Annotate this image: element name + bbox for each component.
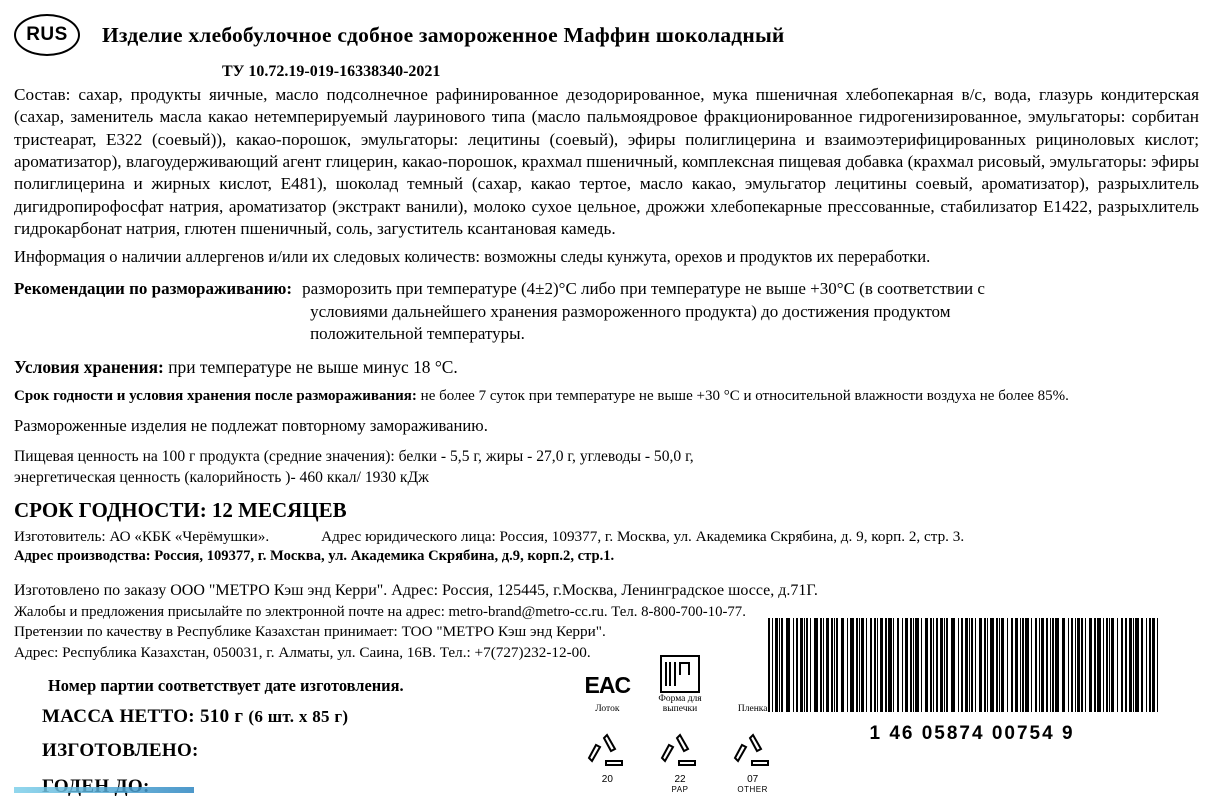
country-badge: RUS [14, 14, 80, 56]
shelf-life: СРОК ГОДНОСТИ: 12 МЕСЯЦЕВ [14, 497, 347, 522]
shelf-after-defrost [14, 388, 1199, 405]
composition-text: Состав: сахар, продукты яичные, масло подсолнечное рафинированное дезодорированное, мука пшеничная хлебопекарная в/с, вода, глазурь кондитерская (сахар, заменитель масла какао нетемперируемый лауринового типа (масло пальмоядровое фракционированное гидрогенизированное, эмульгаторы: сорбитан тристеарат, Е322 (соевый)), какао-порошок, эмульгаторы: лецитины (соевый), эфиры полиглицерина и взаимоэтерифицированных рициноловых кислот; ароматизатор), влагоудерживающий агент глицерин, какао-порошок, крахмал пшеничный, комплексная пищевая добавка (крахмал рисовый, эмульгаторы: эфиры полиглицерина и жирных кислот, Е481), шоколад темный (сахар, какао тертое, масло какао, эмульгатор лецитины соевый, ароматизатор), разрыхлитель дигидропирофосфат натрия, ароматизатор (экстракт ванили), молоко сухое цельное, дрожжи хлебопекарные прессованные, стабилизатор Е1422, разрыхлитель гидрокарбонат натрия, глютен пшеничный, соль, загуститель ксантановая камедь. [14, 85, 1199, 239]
defrost-label: Рекомендации по размораживанию: [14, 279, 293, 299]
recycle-material-form: PAP [671, 784, 689, 794]
recycle-triangle-icon [659, 731, 701, 769]
fork-glass-icon [660, 655, 700, 693]
no-refreeze-note: Размороженные изделия не подлежат повторному замораживанию. [14, 416, 488, 436]
order-line-1: Изготовлено по заказу ООО "МЕТРО Кэш энд Керри". Адрес: Россия, 125445, г.Москва, Ленинградское шоссе, д.71Г. [14, 581, 818, 599]
defrost-line-3: положительной температуры. [310, 323, 525, 343]
manufacturer-legal-address: Адрес юридического лица: Россия, 109377, г. Москва, ул. Академика Скрябина, д. 9, корп. 2, стр. 3. [321, 527, 965, 545]
storage-label: Условия хранения: [14, 357, 164, 378]
recycle-code-form: 22 [674, 773, 686, 785]
recycling-mark-form [653, 731, 708, 794]
manufacturer-label: Изготовитель: АО «КБК «Черёмушки». [14, 527, 270, 545]
claims-address: Адрес: Республика Казахстан, 050031, г. Алматы, ул. Саина, 16В. Тел.: +7(727)232-12-00. [14, 644, 591, 662]
manufacturer-info [14, 527, 1199, 567]
barcode-bars [766, 618, 1178, 712]
nutrition-info [14, 447, 1199, 488]
baking-form-caption: Форма для выпечки [658, 694, 702, 714]
net-weight-label: МАССА НЕТТО: 510 г [42, 706, 244, 728]
defrost-recommendation [14, 278, 1199, 345]
conformity-marks [580, 655, 780, 794]
recycling-mark-tray [580, 731, 635, 794]
film-caption: Пленка [737, 703, 768, 714]
made-on-field: ИЗГОТОВЛЕНО: [42, 740, 199, 762]
defrost-line-2: условиями дальнейшего хранения размороженного продукта) до достижения продуктом [310, 301, 951, 321]
nutrition-line-1: Пищевая ценность на 100 г продукта (средние значения): белки - 5,5 г, жиры - 27,0 г, углеводы - 50,0 г, [14, 448, 694, 466]
defrost-line-1: разморозить при температуре (4±2)°С либо при температуре не выше +30°С (в соответствии с [302, 279, 985, 299]
manufacturer-production-address: Адрес производства: Россия, 109377, г. Москва, ул. Академика Скрябина, д.9, корп.2, стр.1. [14, 548, 615, 565]
eac-icon: ЕAC [584, 672, 631, 699]
decorative-edge [14, 787, 194, 793]
tu-specification: ТУ 10.72.19-019-16338340-2021 [222, 63, 441, 80]
storage-conditions [14, 357, 1199, 378]
eac-mark [580, 669, 635, 715]
order-line-2: Жалобы и предложения присылайте по электронной почте на адрес: metro-brand@metro-cc.ru. Тел. 8-800-700-10-77. [14, 603, 746, 620]
defrost-text [302, 278, 985, 345]
net-weight-detail: (6 шт. х 85 г) [248, 707, 349, 727]
shelf-after-defrost-label: Срок годности и условия хранения после размораживания: [14, 388, 417, 405]
recycle-code-tray: 20 [601, 773, 613, 785]
tray-caption: Лоток [595, 703, 620, 714]
header [0, 0, 1213, 56]
lot-note: Номер партии соответствует дате изготовления. [48, 676, 404, 696]
barcode-number: 1 46 05874 00754 9 [869, 723, 1075, 744]
allergen-value: возможны следы кунжута, орехов и продуктов их переработки. [479, 246, 931, 266]
allergen-info [14, 246, 1199, 268]
food-contact-mark [653, 655, 708, 715]
allergen-label: Информация о наличии аллергенов и/или их следовых количеств: [14, 246, 480, 266]
shelf-after-defrost-value: не более 7 суток при температуре не выше +30 °С и относительной влажности воздуха не более 85%. [416, 388, 1069, 405]
recycle-triangle-icon [586, 731, 628, 769]
nutrition-line-2: энергетическая ценность (калорийность )- 460 ккал/ 1930 кДж [14, 468, 429, 486]
barcode [766, 618, 1178, 745]
recycle-code-film: 07 [747, 773, 759, 785]
page-title: Изделие хлебобулочное сдобное замороженное Маффин шоколадный [102, 22, 785, 47]
storage-value: при температуре не выше минус 18 °С. [163, 357, 458, 378]
claims-line: Претензии по качеству в Республике Казахстан принимает: ТОО "МЕТРО Кэш энд Керри". [14, 623, 606, 641]
recycle-material-film: OTHER [737, 784, 768, 794]
